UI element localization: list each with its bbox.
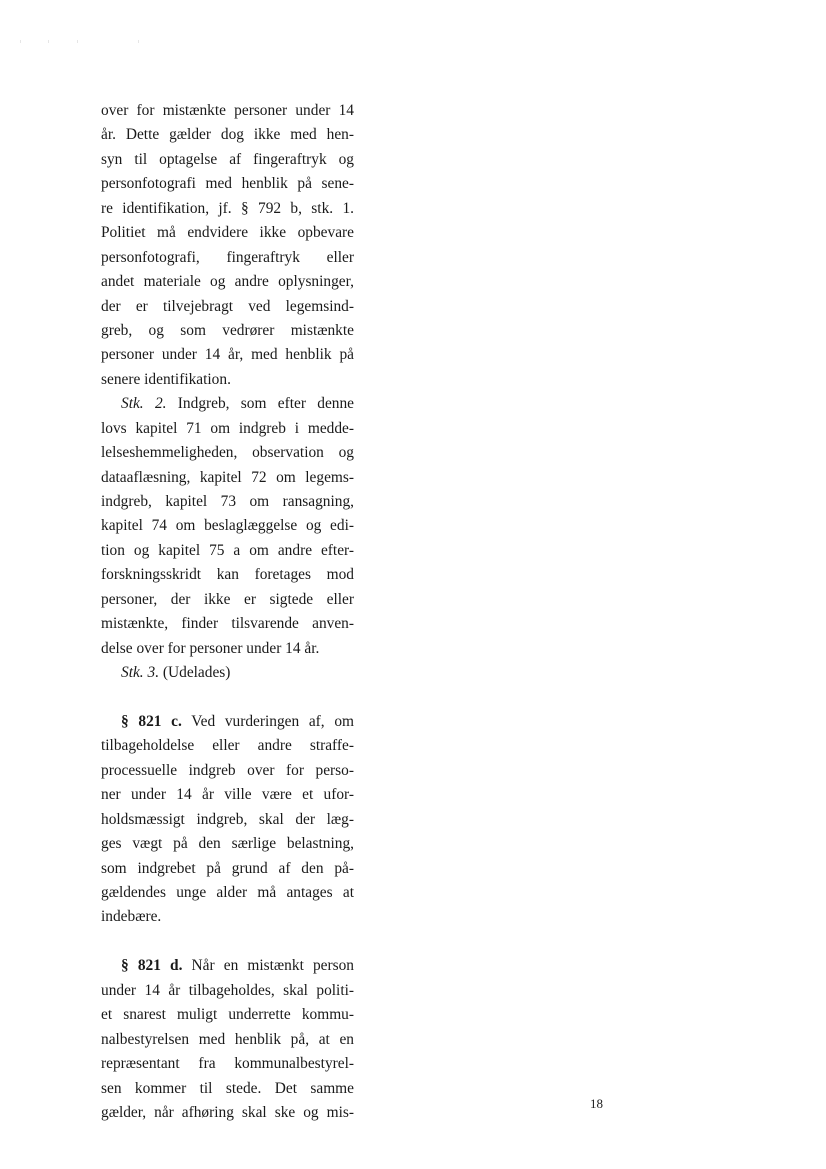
text-line: repræsentant fra kommunalbestyrel-: [101, 1055, 354, 1073]
text-line: lelseshemmeligheden, observation og: [101, 444, 354, 462]
subsection-label: Stk. 3.: [121, 664, 160, 682]
text-line: greb, og som vedrører mistænkte: [101, 321, 354, 339]
section-821d: [101, 954, 354, 1125]
text-line: [101, 710, 354, 734]
text-fragment: Når en mistænkt person: [182, 957, 354, 975]
text-line: nalbestyrelsen med henblik på, at en: [101, 1030, 354, 1048]
text-line: et snarest muligt underrette kommu-: [101, 1006, 354, 1024]
paragraph-continuation: [101, 99, 354, 392]
paragraph-gap: [101, 686, 354, 710]
text-line: Politiet må endvidere ikke opbevare: [101, 224, 354, 242]
text-line: holdsmæssigt indgreb, skal der læg-: [101, 810, 354, 828]
text-line: [101, 954, 354, 978]
text-line: indebære.: [101, 908, 162, 926]
text-line: under 14 år tilbageholdes, skal politi-: [101, 981, 354, 999]
text-fragment: (Udelades): [159, 664, 231, 682]
text-line: processuelle indgreb over for perso-: [101, 761, 354, 779]
text-line: [101, 661, 354, 685]
text-line: andet materiale og andre oplysninger,: [101, 273, 354, 291]
text-line: senere identifikation.: [101, 370, 231, 388]
text-line: sen kommer til stede. Det samme: [101, 1079, 354, 1097]
text-line: der er tilvejebragt ved legemsind-: [101, 297, 354, 315]
text-line: som indgrebet på grund af den på-: [101, 859, 354, 877]
text-line: ner under 14 år ville være et ufor-: [101, 786, 354, 804]
text-fragment: Ved vurderingen af, om: [181, 712, 354, 730]
text-line: [101, 392, 354, 416]
paragraph-stk-2: [101, 392, 354, 661]
text-line: år. Dette gælder dog ikke med hen-: [101, 126, 354, 144]
paragraph-gap: [101, 930, 354, 954]
text-line: tilbageholdelse eller andre straffe-: [101, 737, 354, 755]
text-line: over for mistænkte personer under 14: [101, 102, 354, 119]
text-line: gælder, når afhøring skal ske og mis-: [101, 1103, 354, 1121]
scan-artifacts: [20, 40, 150, 44]
text-line: personer, der ikke er sigtede eller: [101, 590, 354, 608]
text-column: [101, 99, 354, 1125]
text-line: lovs kapitel 71 om indgreb i medde-: [101, 419, 354, 437]
section-821c: [101, 710, 354, 930]
text-line: dataaflæsning, kapitel 72 om legems-: [101, 468, 354, 486]
text-line: mistænkte, finder tilsvarende anven-: [101, 615, 354, 633]
text-line: gældendes unge alder må antages at: [101, 884, 354, 901]
text-line: personfotografi, fingeraftryk eller: [101, 248, 354, 266]
section-heading: § 821 d.: [121, 957, 183, 975]
text-line: re identifikation, jf. § 792 b, stk. 1.: [101, 199, 354, 217]
text-line: kapitel 74 om beslaglæggelse og edi-: [101, 517, 354, 535]
text-line: indgreb, kapitel 73 om ransagning,: [101, 493, 354, 510]
text-line: syn til optagelse af fingeraftryk og: [101, 150, 354, 168]
section-heading: § 821 c.: [121, 712, 182, 730]
text-line: delse over for personer under 14 år.: [101, 639, 320, 657]
subsection-label: Stk. 2.: [121, 395, 167, 413]
page-number: 18: [590, 1096, 603, 1111]
text-line: tion og kapitel 75 a om andre efter-: [101, 541, 354, 559]
text-line: personfotografi med henblik på sene-: [101, 175, 354, 193]
paragraph-stk-3: [101, 661, 354, 685]
text-fragment: Indgreb, som efter denne: [166, 395, 354, 413]
text-line: ges vægt på den særlige belastning,: [101, 835, 354, 853]
text-line: personer under 14 år, med henblik på: [101, 346, 354, 364]
text-line: forskningsskridt kan foretages mod: [101, 566, 354, 584]
